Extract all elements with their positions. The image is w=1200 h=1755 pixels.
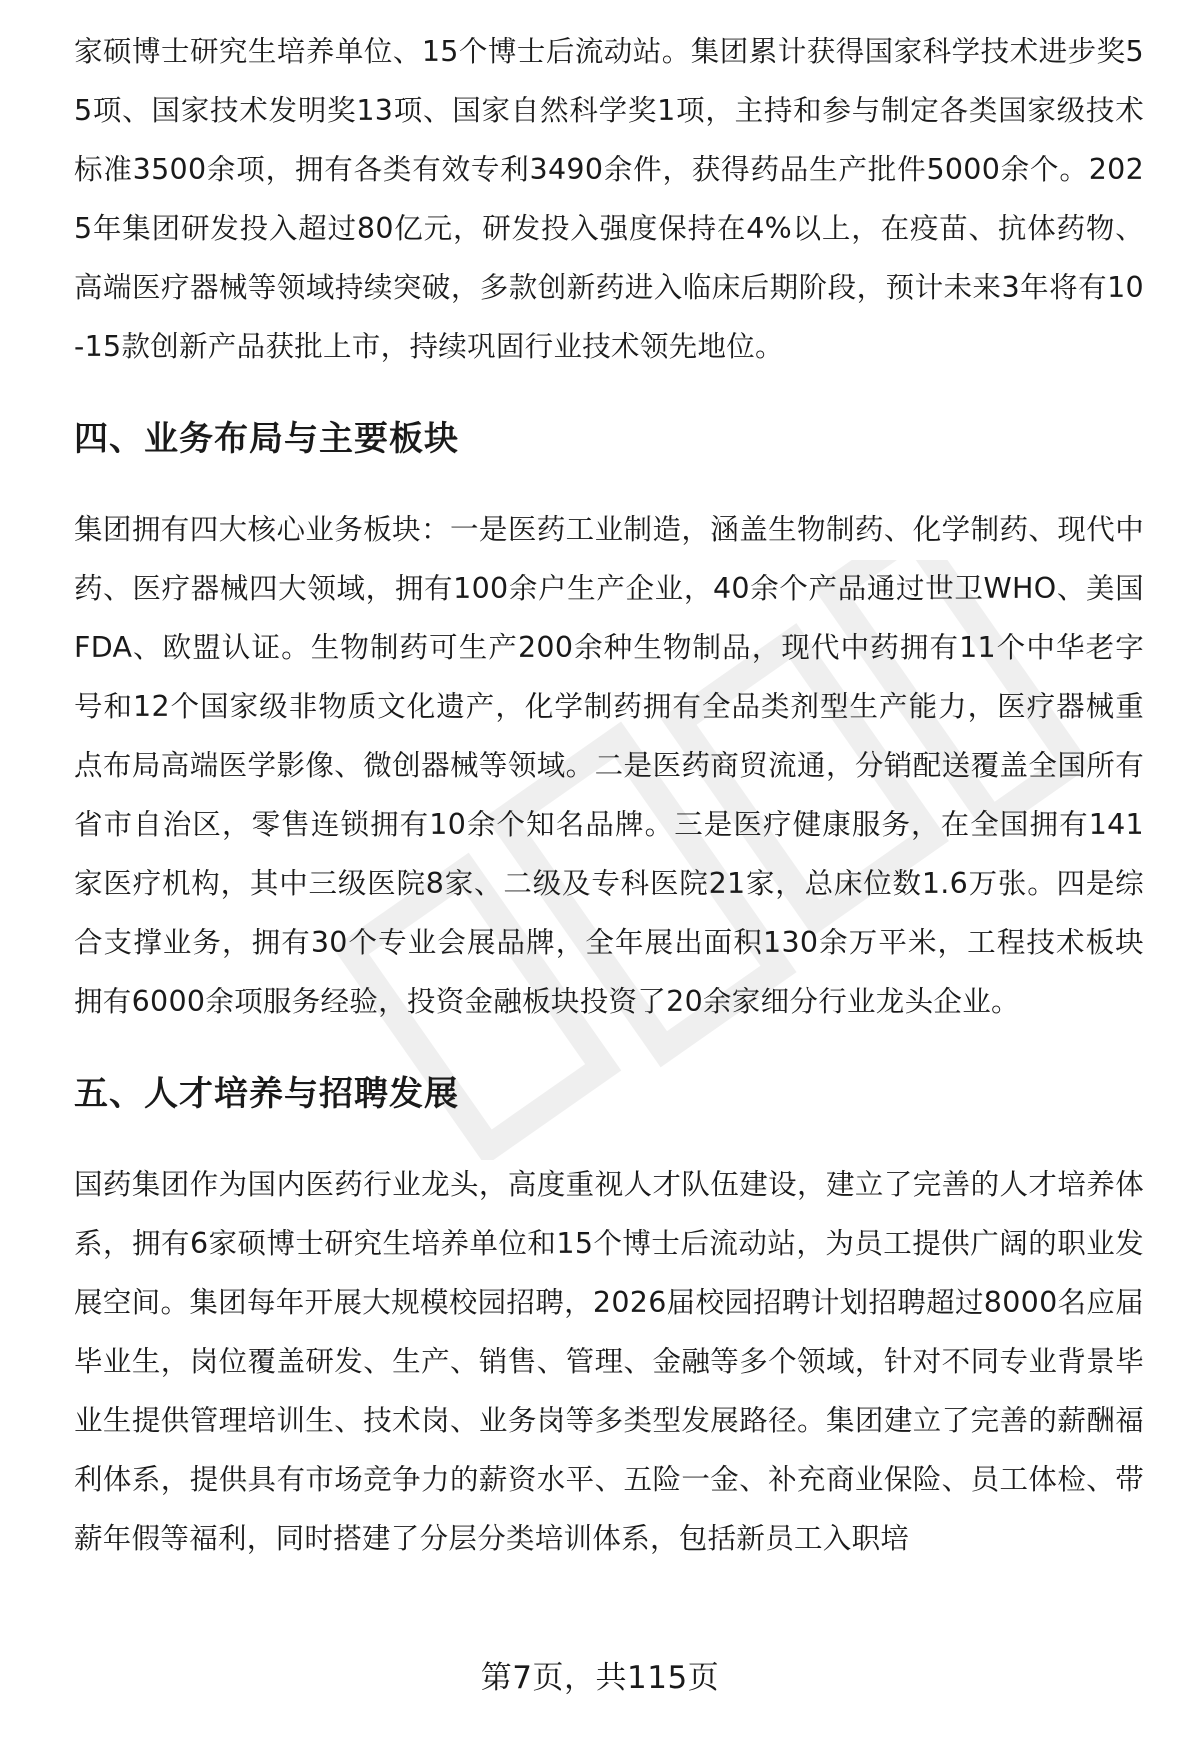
- talent-paragraph: 国药集团作为国内医药行业龙头，高度重视人才队伍建设，建立了完善的人才培养体系，拥有6家硕博士研究生培养单位和15个博士后流动站，为员工提供广阔的职业发展空间。集团每年开展大规模校园招聘，2026届校园招聘计划招聘超过8000名应届毕业生，岗位覆盖研发、生产、销售、管理、金融等多个领域，针对不同专业背景毕业生提供管理培训生、技术岗、业务岗等多类型发展路径。集团建立了完善的薪酬福利体系，提供具有市场竞争力的薪资水平、五险一金、补充商业保险、员工体检、带薪年假等福利，同时搭建了分层分类培训体系，包括新员工入职培: [74, 1168, 1144, 1555]
- intro-paragraph: 家硕博士研究生培养单位、15个博士后流动站。集团累计获得国家科学技术进步奖55项、国家技术发明奖13项、国家自然科学奖1项，主持和参与制定各类国家级技术标准3500余项，拥有各类有效专利3490余件，获得药品生产批件5000余个。2025年集团研发投入超过80亿元，研发投入强度保持在4%以上，在疫苗、抗体药物、高端医疗器械等领域持续突破，多款创新药进入临床后期阶段，预计未来3年将有10-15款创新产品获批上市，持续巩固行业技术领先地位。: [74, 35, 1144, 363]
- business-layout-paragraph: 集团拥有四大核心业务板块：一是医药工业制造，涵盖生物制药、化学制药、现代中药、医疗器械四大领域，拥有100余户生产企业，40余个产品通过世卫WHO、美国FDA、欧盟认证。生物制药可生产200余种生物制品，现代中药拥有11个中华老字号和12个国家级非物质文化遗产，化学制药拥有全品类剂型生产能力，医疗器械重点布局高端医学影像、微创器械等领域。二是医药商贸流通，分销配送覆盖全国所有省市自治区，零售连锁拥有10余个知名品牌。三是医疗健康服务，在全国拥有141家医疗机构，其中三级医院8家、二级及专科医院21家，总床位数1.6万张。四是综合支撑业务，拥有30个专业会展品牌，全年展出面积130余万平米，工程技术板块拥有6000余项服务经验，投资金融板块投资了20余家细分行业龙头企业。: [74, 513, 1144, 1018]
- document-body: [74, 22, 1144, 1568]
- page-number: 第7页，共115页: [480, 1660, 720, 1696]
- section-heading-talent: 五、人才培养与招聘发展: [74, 1074, 459, 1114]
- section-heading-business-layout: 四、业务布局与主要板块: [74, 419, 459, 459]
